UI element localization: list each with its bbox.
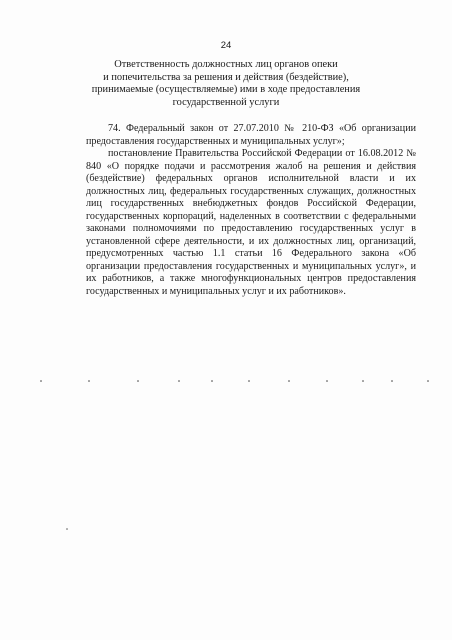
heading-line-1: Ответственность должностных лиц органов опеки	[114, 59, 338, 70]
heading-line-4: государственной услуги	[172, 96, 280, 108]
paragraph-federal-law: 74. Федеральный закон от 27.07.2010 № 210-ФЗ «Об организации предоставления государственных и муниципальных услуг»;	[86, 123, 416, 147]
body-text	[86, 123, 416, 298]
section-heading	[60, 59, 392, 109]
page-number: 24	[220, 40, 232, 51]
scan-dot-row	[40, 380, 430, 382]
scan-speck	[66, 528, 68, 530]
heading-line-2: и попечительства за решения и действия (бездействие),	[103, 71, 349, 83]
heading-line-3: принимаемые (осуществляемые) ими в ходе предоставления	[91, 84, 361, 96]
paragraph-government-decree: постановление Правительства Российской Федерации от 16.08.2012 № 840 «О порядке подачи и рассмотрения жалоб на решения и действия (бездействие) федеральных органов исполнительной власти и их должностных лиц, федеральных государственных служащих, должностных лиц государственных внебюджетных фондов Российской Федерации, государственных корпораций, наделенных в соответствии с федеральными законами полномочиями по предоставлению государственных услуг в установленной сфере деятельности, и их должностных лиц, организаций, предусмотренных частью 1.1 статьи 16 Федерального закона «Об организации предоставления государственных и муниципальных услуг», и их работников, а также многофункциональных центров предоставления государственных и муниципальных услуг и их работников».	[86, 148, 416, 297]
